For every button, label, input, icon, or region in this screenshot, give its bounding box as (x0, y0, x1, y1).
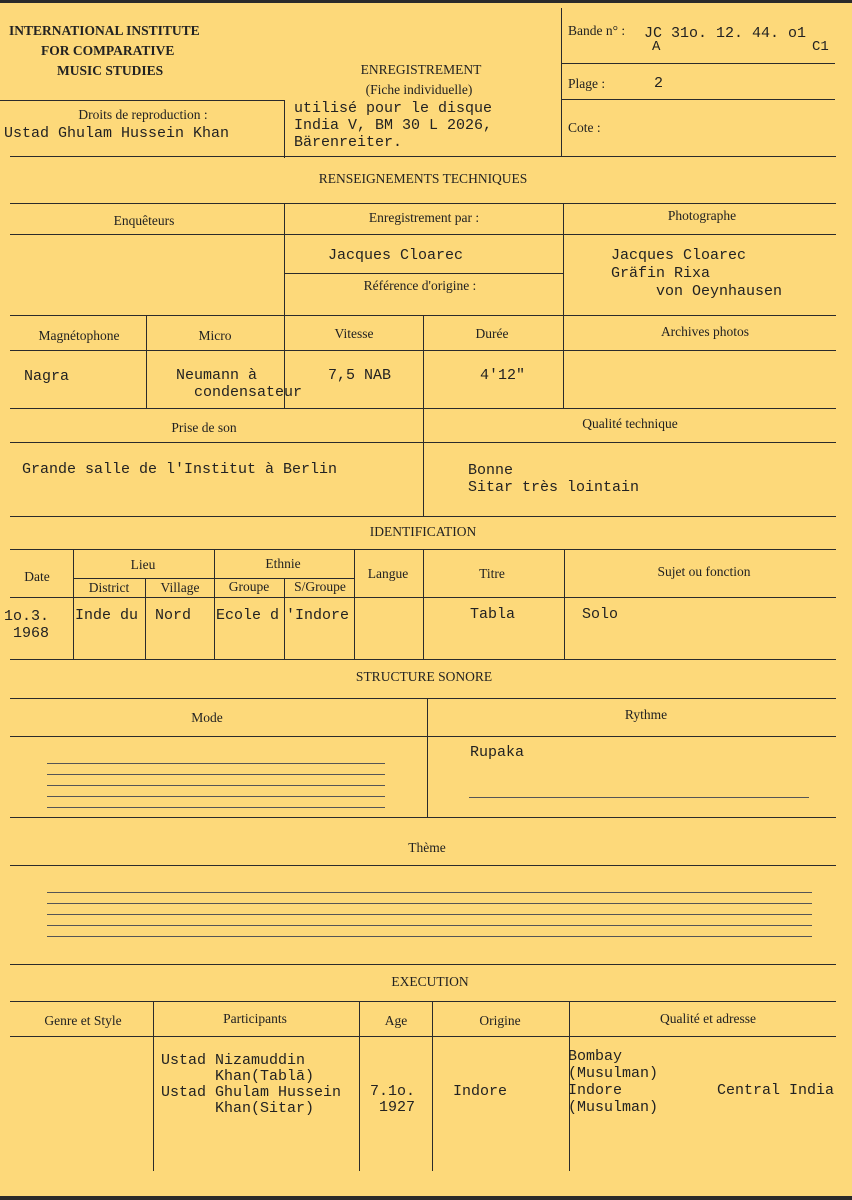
duree-value: 4'12" (480, 367, 526, 384)
date-label: Date (24, 569, 50, 584)
qualite-adresse-value: Bombay (Musulman) Indore (Musulman) (568, 1048, 659, 1116)
section-title-execution: EXECUTION (391, 974, 469, 989)
divider (10, 736, 836, 737)
divider (10, 597, 836, 598)
enregistrement-par-value: Jacques Cloarec (328, 247, 464, 264)
origine-value: Indore (453, 1083, 508, 1100)
droits-value: Ustad Ghulam Hussein Khan (4, 125, 230, 142)
divider (0, 100, 285, 101)
rythme-value: Rupaka (470, 744, 525, 761)
cote-label: Cote : (568, 120, 601, 135)
photographe-label: Photographe (667, 208, 737, 223)
theme-writing-line (47, 914, 812, 915)
bande-sub-c: C1 (812, 39, 829, 55)
divider (10, 865, 836, 866)
sujet-fonction-label: Sujet ou fonction (657, 564, 751, 579)
theme-writing-line (47, 892, 812, 893)
plage-value: 2 (654, 75, 664, 92)
section-title-structure: STRUCTURE SONORE (355, 669, 493, 684)
divider (10, 156, 836, 157)
qualite-technique-label: Qualité technique (582, 416, 678, 431)
divider (10, 1036, 836, 1037)
divider (73, 549, 74, 659)
theme-label: Thème (408, 840, 446, 855)
divider (214, 549, 215, 659)
institute-line-3: MUSIC STUDIES (57, 63, 164, 78)
mode-writing-line (47, 785, 385, 786)
divider (561, 99, 835, 100)
district-value: Inde du (75, 607, 139, 624)
divider (10, 203, 836, 204)
card-bottom-edge (0, 1196, 852, 1200)
sujet-value: Solo (582, 606, 619, 623)
date-value: 1o.3. 1968 (4, 608, 50, 642)
age-value: 7.1o. 1927 (370, 1083, 416, 1116)
bande-sub-a: A (652, 39, 661, 55)
divider (146, 315, 147, 408)
langue-label: Langue (367, 566, 409, 581)
duree-label: Durée (475, 326, 509, 341)
divider (563, 315, 564, 408)
institute-line-1: INTERNATIONAL INSTITUTE (9, 23, 200, 38)
usage-note: utilisé pour le disque India V, BM 30 L 2026, Bärenreiter. (294, 100, 493, 151)
magnetophone-value: Nagra (24, 368, 70, 385)
titre-value: Tabla (470, 606, 516, 623)
section-title-identification: IDENTIFICATION (369, 524, 477, 539)
theme-writing-line (47, 925, 812, 926)
mode-writing-line (47, 796, 385, 797)
prise-de-son-value: Grande salle de l'Institut à Berlin (22, 461, 338, 478)
divider (423, 408, 424, 516)
village-label: Village (160, 580, 200, 595)
divider (561, 8, 562, 156)
divider (145, 578, 146, 659)
prise-de-son-label: Prise de son (171, 420, 237, 435)
magnetophone-label: Magnétophone (38, 328, 120, 343)
divider (423, 315, 424, 408)
fiche-individuelle-label: (Fiche individuelle) (365, 82, 473, 97)
genre-style-label: Genre et Style (44, 1013, 122, 1028)
mode-writing-line (47, 774, 385, 775)
divider (427, 698, 428, 817)
section-title-technique: RENSEIGNEMENTS TECHNIQUES (318, 171, 528, 186)
droits-label: Droits de reproduction : (78, 107, 208, 122)
divider (423, 549, 424, 659)
mode-writing-line (47, 763, 385, 764)
rythme-writing-line (469, 797, 809, 798)
divider (284, 203, 285, 315)
divider (561, 63, 835, 64)
divider (10, 350, 836, 351)
divider (432, 1001, 433, 1171)
divider (10, 442, 836, 443)
divider (10, 964, 836, 965)
enqueteurs-label: Enquêteurs (113, 213, 175, 228)
micro-label: Micro (198, 328, 232, 343)
divider (10, 698, 836, 699)
plage-label: Plage : (568, 76, 606, 91)
bande-label: Bande n° : (568, 23, 626, 38)
qualite-adresse-label: Qualité et adresse (660, 1011, 756, 1026)
divider (10, 817, 836, 818)
lieu-label: Lieu (130, 557, 156, 572)
enregistrement-par-label: Enregistrement par : (368, 210, 480, 225)
mode-writing-line (47, 807, 385, 808)
institute-line-2: FOR COMPARATIVE (41, 43, 175, 58)
rythme-label: Rythme (624, 707, 668, 722)
archives-photos-label: Archives photos (660, 324, 750, 339)
groupe-value: Ecole d (216, 607, 280, 624)
vitesse-value: 7,5 NAB (328, 367, 392, 384)
qualite-adresse-region: Central India (717, 1082, 835, 1099)
divider (153, 1001, 154, 1171)
origine-label: Origine (479, 1013, 521, 1028)
divider (564, 549, 565, 659)
titre-label: Titre (479, 566, 505, 581)
divider (10, 516, 836, 517)
reference-origine-label: Référence d'origine : (363, 278, 477, 293)
vitesse-label: Vitesse (334, 326, 374, 341)
mode-label: Mode (191, 710, 223, 725)
micro-value: Neumann à condensateur (176, 367, 303, 401)
divider (10, 1001, 836, 1002)
age-label: Age (384, 1013, 408, 1028)
ethnie-label: Ethnie (265, 556, 301, 571)
divider (284, 100, 285, 158)
enregistrement-heading: ENREGISTREMENT (360, 62, 482, 77)
participants-label: Participants (223, 1011, 287, 1026)
photographe-value: Jacques Cloarec Gräfin Rixa von Oeynhausen (611, 247, 783, 300)
theme-writing-line (47, 936, 812, 937)
divider (284, 273, 563, 274)
village-value: Nord (155, 607, 192, 624)
participants-value: Ustad Nizamuddin Khan(Tablā) Ustad Ghulam Hussein Khan(Sitar) (161, 1052, 342, 1117)
divider (284, 578, 285, 659)
district-label: District (88, 580, 130, 595)
divider (563, 203, 564, 315)
divider (359, 1001, 360, 1171)
theme-writing-line (47, 903, 812, 904)
divider (10, 234, 836, 235)
card-top-edge (0, 0, 852, 3)
divider (354, 549, 355, 659)
sgroupe-value: 'Indore (286, 607, 350, 624)
divider (10, 659, 836, 660)
qualite-technique-value: Bonne Sitar très lointain (468, 462, 640, 496)
bande-value: JC 31o. 12. 44. o1 (644, 25, 807, 42)
sgroupe-label: S/Groupe (294, 579, 346, 594)
groupe-label: Groupe (228, 579, 270, 594)
